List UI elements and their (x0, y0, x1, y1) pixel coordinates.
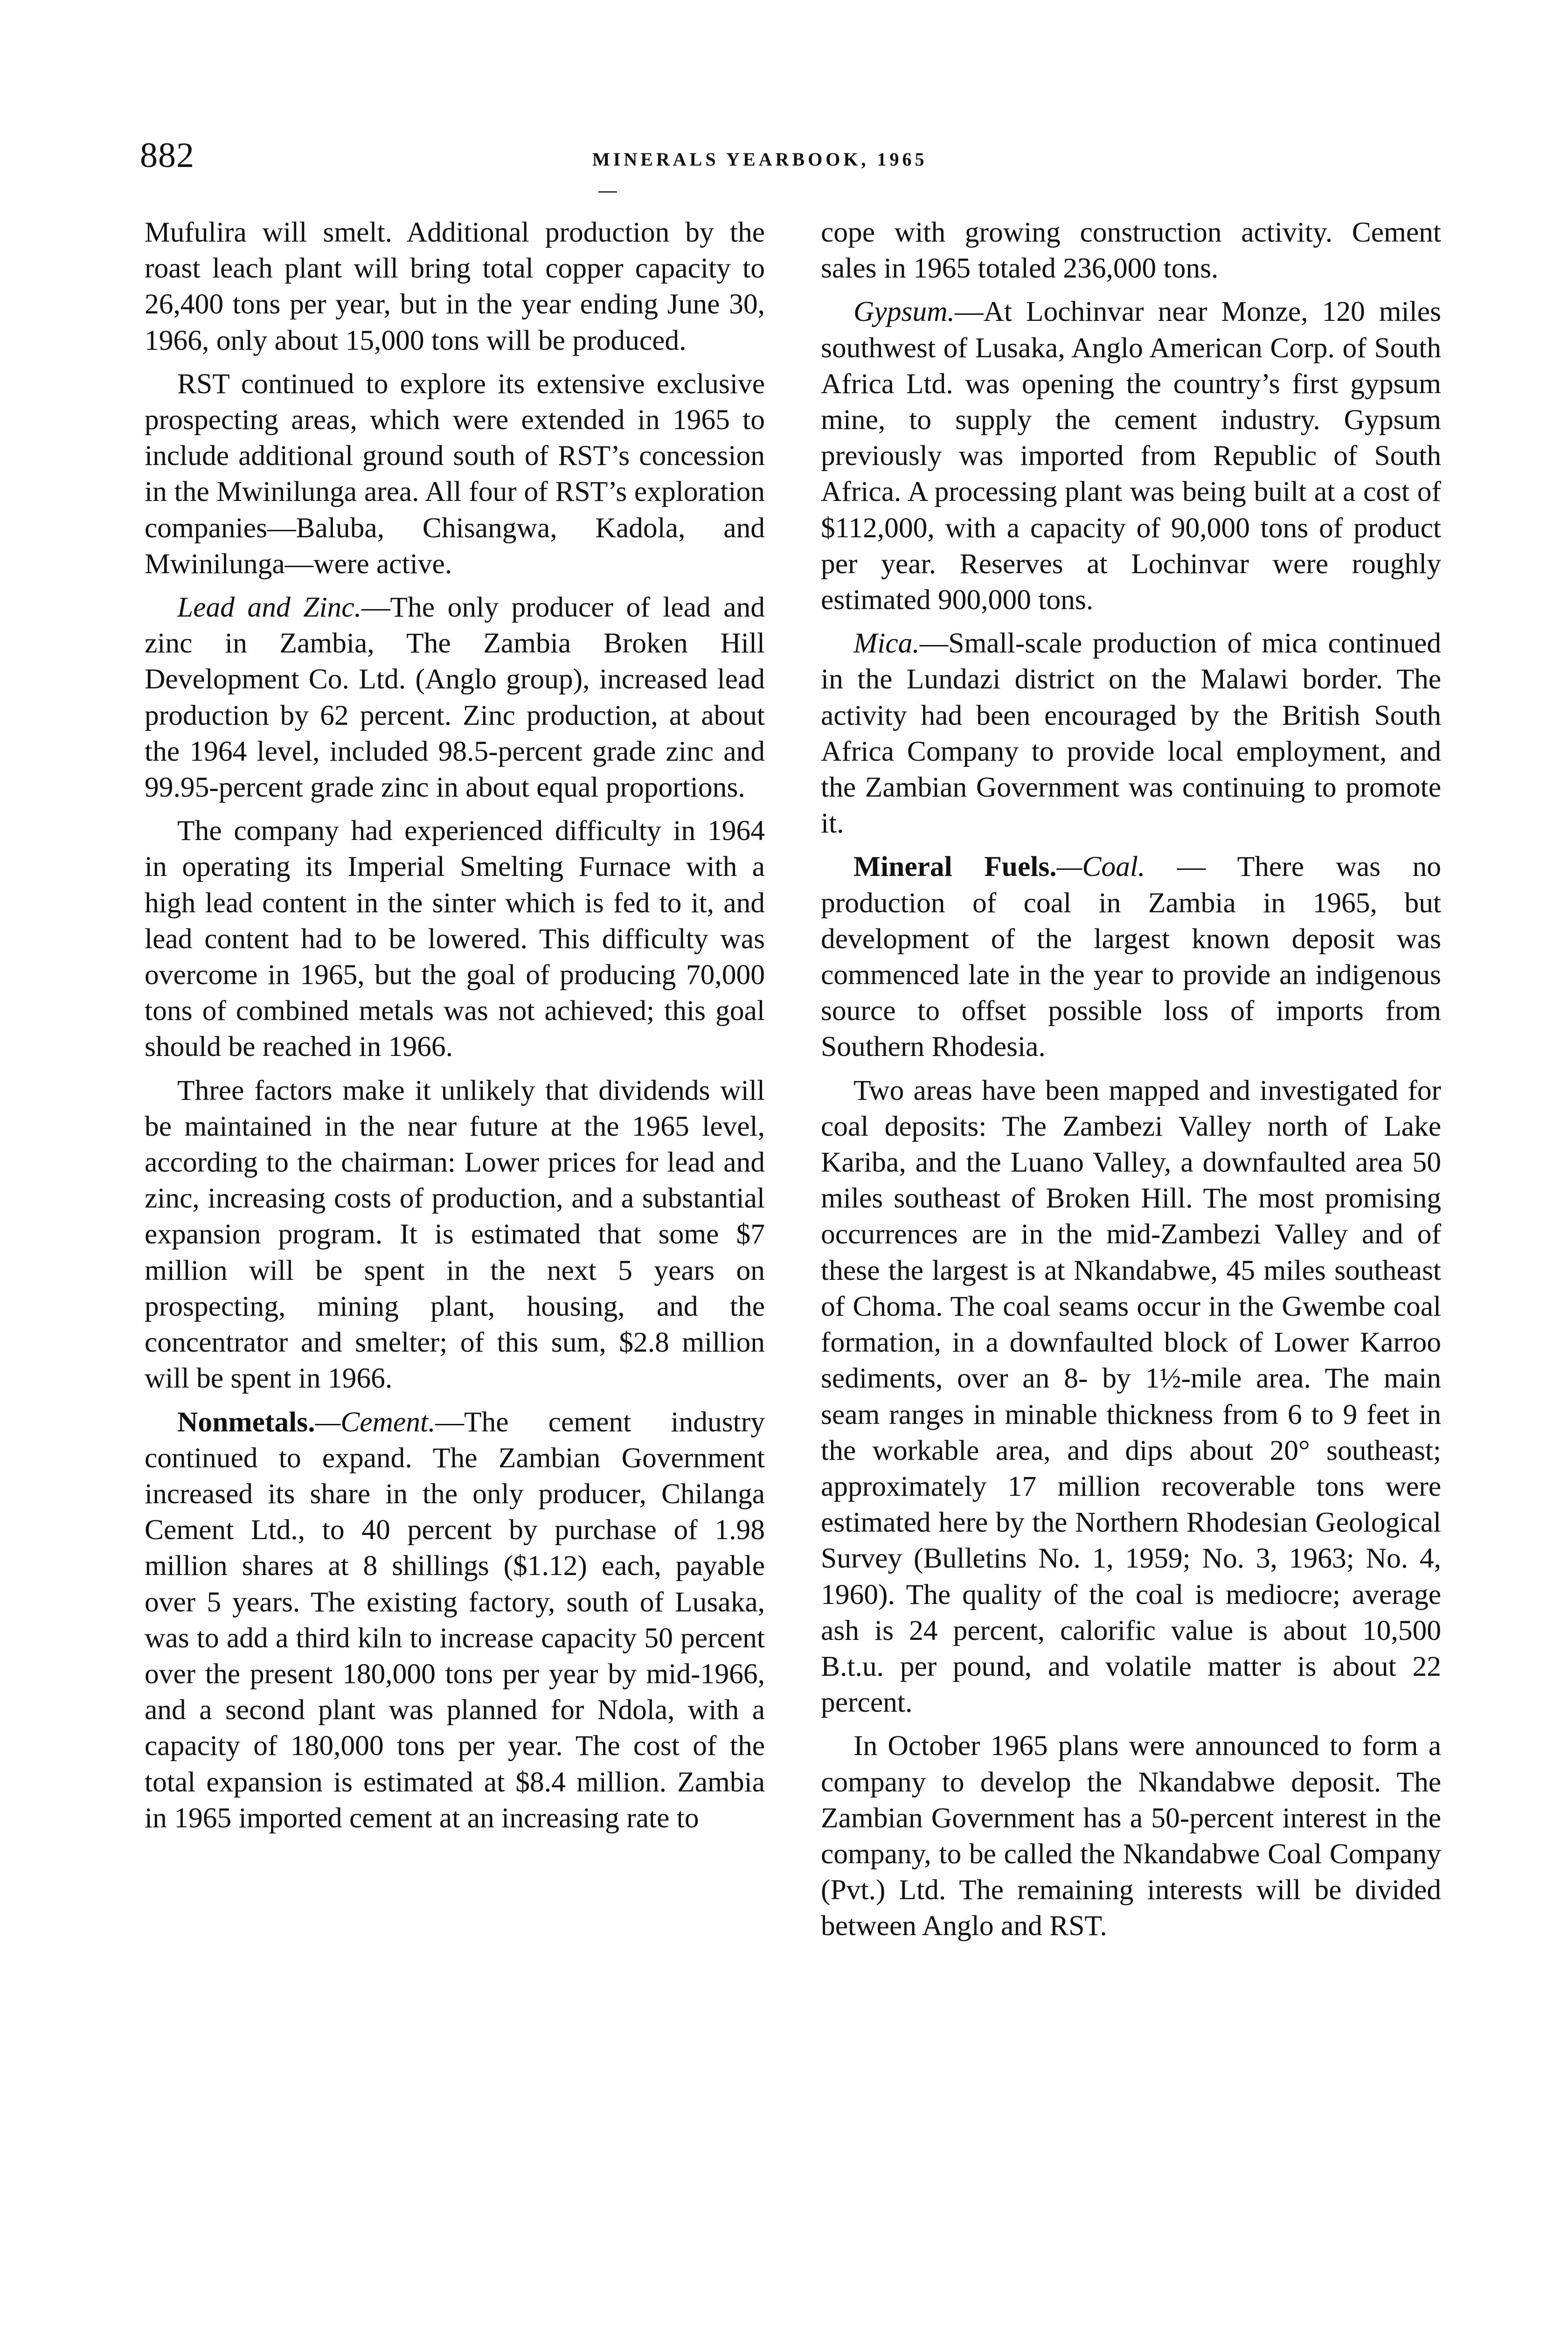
cement-title: —Cement. (315, 1406, 436, 1438)
mica-title: Mica. (853, 627, 920, 659)
right-column (821, 215, 1441, 1952)
lead-zinc-title: Lead and Zinc. (177, 591, 361, 624)
lead-zinc-body: —The only producer of lead and zinc in Zambia, The Zambia Broken Hill Development Co. Ltd. (Anglo group), increased lead production by 62 percent. Zinc production, at about the 1964 level, included 98.5-percent grade zinc and 99.95-percent grade zinc in about equal proportions. (145, 591, 765, 804)
paragraph-cement (145, 1404, 765, 1836)
paragraph-coal-deposits: Two areas have been mapped and investigated for coal deposits: The Zambezi Valley north of Lake Kariba, and the Luano Valley, a downfaulted area 50 miles southeast of Broken Hill. The most promising occurrences are in the mid-Zambezi Valley and of these the largest is at Nkandabwe, 45 miles southeast of Choma. The coal seams occur in the Gwembe coal formation, in a downfaulted block of Lower Karroo sediments, over an 8- by 1½-mile area. The main seam ranges in minable thickness from 6 to 9 feet in the workable area, and dips about 20° southeast; approximately 17 million recoverable tons were estimated here by the Northern Rhodesian Geological Survey (Bulletins No. 1, 1959; No. 3, 1963; No. 4, 1960). The quality of the coal is mediocre; average ash is 24 percent, calorific value is about 10,500 B.t.u. per pound, and volatile matter is about 22 percent. (821, 1074, 1441, 1719)
cement-body: —The cement industry continued to expand. The Zambian Government increased its share in the only producer, Chilanga Cement Ltd., to 40 percent by purchase of 1.98 million shares at 8 shillings ($1.12) each, payable over 5 years. The existing factory, south of Lusaka, was to add a third kiln to increase capacity 50 percent over the present 180,000 tons per year by mid-1966, and a second plant was planned for Ndola, with a capacity of 180,000 tons per year. The cost of the total expansion is estimated at $8.4 million. Zambia in 1965 imported cement at an increasing rate to (145, 1406, 765, 1834)
gypsum-body: —At Lochinvar near Monze, 120 miles southwest of Lusaka, Anglo American Corp. of South Africa Ltd. was opening the country’s first gypsum mine, to supply the cement industry. Gypsum previously was imported from Republic of South Africa. A processing plant was being built at a cost of $112,000, with a capacity of 90,000 tons of product per year. Reserves at Lochinvar were roughly estimated 900,000 tons. (821, 296, 1441, 616)
mica-body: —Small-scale production of mica continued in the Lundazi district on the Malawi border. The activity had been encouraged by the British South Africa Company to provide local employment, and the Zambian Government was continuing to promote it. (821, 627, 1441, 840)
paragraph-dividends: Three factors make it unlikely that dividends will be maintained in the near future at the 1965 level, according to the chairman: Lower prices for lead and zinc, increasing costs of production, and a substantial expansion program. It is estimated that some $7 million will be spent in the next 5 years on prospecting, mining plant, housing, and the concentrator and smelter; of this sum, $2.8 million will be spent in 1966. (145, 1074, 765, 1395)
paragraph-nkandabwe-company: In October 1965 plans were announced to form a company to develop the Nkandabwe deposit. The Zambian Government has a 50-percent interest in the company, to be called the Nkandabwe Coal Company (Pvt.) Ltd. The remaining interests will be divided between Anglo and RST. (821, 1730, 1441, 1942)
paragraph-rst-prospecting: RST continued to explore its extensive exclusive prospecting areas, which were extended in 1965 to include additional ground south of RST’s concession in the Mwinilunga area. All four of RST’s exploration companies—Baluba, Chisangwa, Kadola, and Mwinilunga—were active. (145, 368, 765, 580)
page-number: 882 (140, 136, 194, 175)
gypsum-title: Gypsum. (853, 296, 955, 328)
mineral-fuels-heading: Mineral Fuels. (853, 851, 1057, 883)
running-title: MINERALS YEARBOOK, 1965 (592, 149, 928, 170)
coal-title: —Coal. (1056, 851, 1145, 883)
header-rule (598, 191, 617, 193)
paragraph-smelting-difficulty: The company had experienced difficulty in 1964 in operating its Imperial Smelting Furnace with a high lead content in the sinter which is fed to it, and lead content had to be lowered. This difficulty was overcome in 1965, but the goal of producing 70,000 tons of combined metals was not achieved; this goal should be reached in 1966. (145, 815, 765, 1063)
paragraph-mica (821, 625, 1441, 841)
paragraph-lead-zinc (145, 590, 765, 805)
nonmetals-heading: Nonmetals. (177, 1406, 315, 1438)
coal-body: — There was no production of coal in Zambia in 1965, but development of the largest known deposit was commenced late in the year to provide an indigenous source to offset possible loss of imports from Southern Rhodesia. (821, 851, 1441, 1063)
paragraph-copper-capacity: Mufulira will smelt. Additional production by the roast leach plant will bring total copper capacity to 26,400 tons per year, but in the year ending June 30, 1966, only about 15,000 tons will be produced. (145, 216, 765, 356)
paragraph-coal (821, 849, 1441, 1065)
paragraph-cement-sales: cope with growing construction activity. Cement sales in 1965 totaled 236,000 tons. (821, 216, 1441, 285)
left-column (145, 215, 765, 1844)
paragraph-gypsum (821, 294, 1441, 618)
